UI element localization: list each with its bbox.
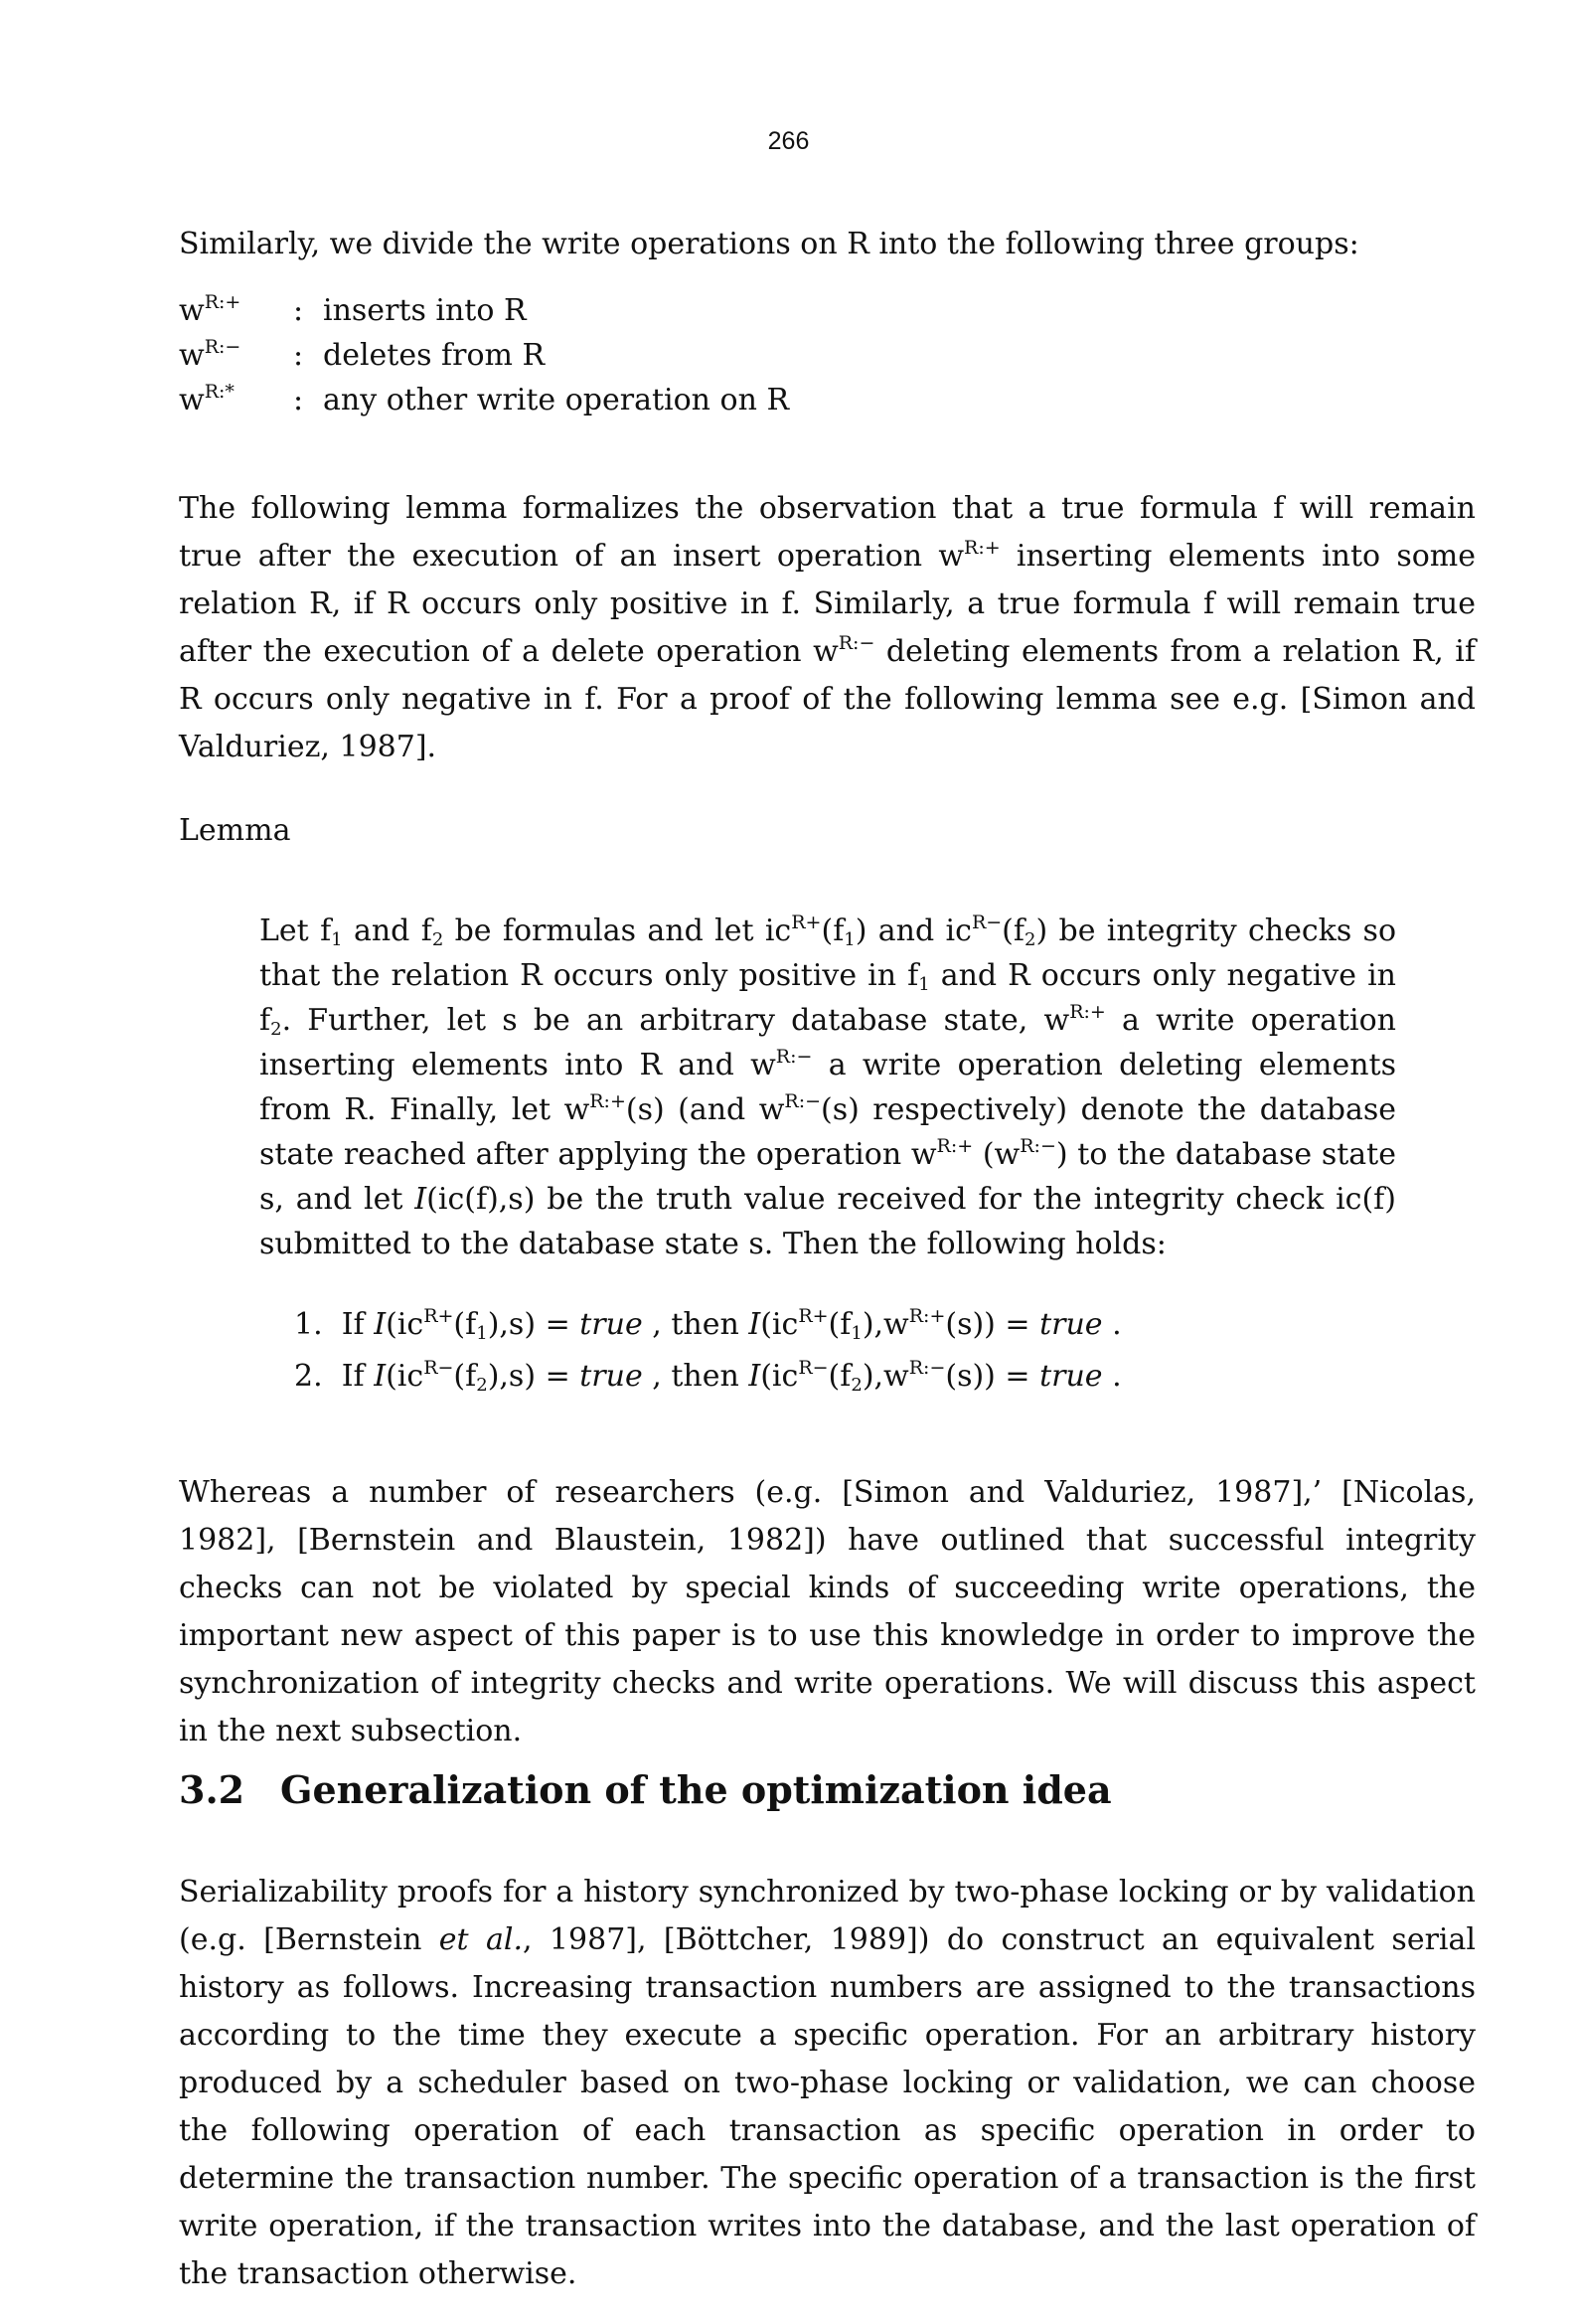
definition-symbol: $w^{R:-}$ [179, 336, 241, 373]
definition-colon: : [293, 338, 304, 373]
definition-symbol: $w^{R:+}$ [179, 291, 241, 328]
definition-row [179, 333, 789, 378]
definition-symbol: $w^{R:*}$ [179, 381, 235, 417]
page-number: 266 [767, 127, 810, 155]
lemma-claim: 1. If $I(ic^{R+}(f_1),s)$ = true , then $I(ic^{R+}(f_1),w^{R:+}(s))$ = true . [294, 1305, 1122, 1344]
serializability-paragraph: Serializability proofs for a history synchronized by two-phase locking or by validation (e.g. [Bernstein et al., 1987], [Böttcher, 1989]) do construct an equivalent serial history as follows. Increasing transaction numbers are assigned to the transactions according to the time they execute a specific operation. For an arbitrary history produced by a scheduler based on two-phase locking or validation, we can choose the following operation of each transaction as specific operation in order to determine the transaction number. The specific operation of a transaction is the first write operation, if the transaction writes into the database, and the last operation of the transaction otherwise. [179, 1875, 1476, 2291]
lemma-claim: 2. If $I(ic^{R-}(f_2),s)$ = true , then $I(ic^{R-}(f_2),w^{R:-}(s))$ = true . [294, 1357, 1122, 1396]
write-group-definitions [179, 288, 789, 422]
definition-description: inserts into R [323, 293, 527, 328]
definition-description: any other write operation on R [323, 383, 790, 417]
lemma-title: Lemma [179, 813, 291, 848]
definition-row [179, 378, 789, 422]
definition-colon: : [293, 293, 304, 328]
section-heading [179, 1767, 1112, 1812]
whereas-paragraph: Whereas a number of researchers (e.g. [Simon and Valduriez, 1987],’ [Nicolas, 1982], [Bernstein and Blaustein, 1982]) have outlined that successful integrity checks can not be violated by special kinds of succeeding write operations, the important new aspect of this paper is to use this knowledge in order to improve the synchronization of integrity checks and write operations. We will discuss this aspect in the next subsection. [179, 1475, 1476, 1748]
definition-description: deletes from R [323, 338, 546, 373]
section-number: 3.2 [179, 1767, 245, 1812]
section-title: Generalization of the optimization idea [280, 1767, 1112, 1812]
lemma-intro-paragraph: The following lemma formalizes the observation that a true formula f will remain true after the execution of an insert operation $w^{R:+}$ inserting elements into some relation R, if R occurs only positive in f. Similarly, a true formula f will remain true after the execution of a delete operation $w^{R:-}$ deleting elements from a relation R, if R occurs only negative in f. For a proof of the following lemma see e.g. [Simon and Valduriez, 1987]. [179, 491, 1476, 764]
lemma-body: Let $f_1$ and $f_2$ be formulas and let $ic^{R+}(f_1)$ and $ic^{R-}(f_2)$ be integrity checks so that the relation R occurs only positive in $f_1$ and R occurs only negative in $f_2$. Further, let s be an arbitrary database state, $w^{R:+}$ a write operation inserting elements into R and $w^{R:-}$ a write operation deleting elements from R. Finally, let $w^{R:+}(s)$ (and $w^{R:-}(s)$ respectively) denote the database state reached after applying the operation $w^{R:+}$ $(w^{R:-})$ to the database state s, and let I(ic(f),s) be the truth value received for the integrity check ic(f) submitted to the database state s. Then the following holds: [259, 912, 1397, 1261]
lemma-claims [294, 1299, 1122, 1403]
definition-row [179, 288, 789, 333]
intro-paragraph: Similarly, we divide the write operations on R into the following three groups: [179, 227, 1359, 261]
definition-colon: : [293, 383, 304, 417]
